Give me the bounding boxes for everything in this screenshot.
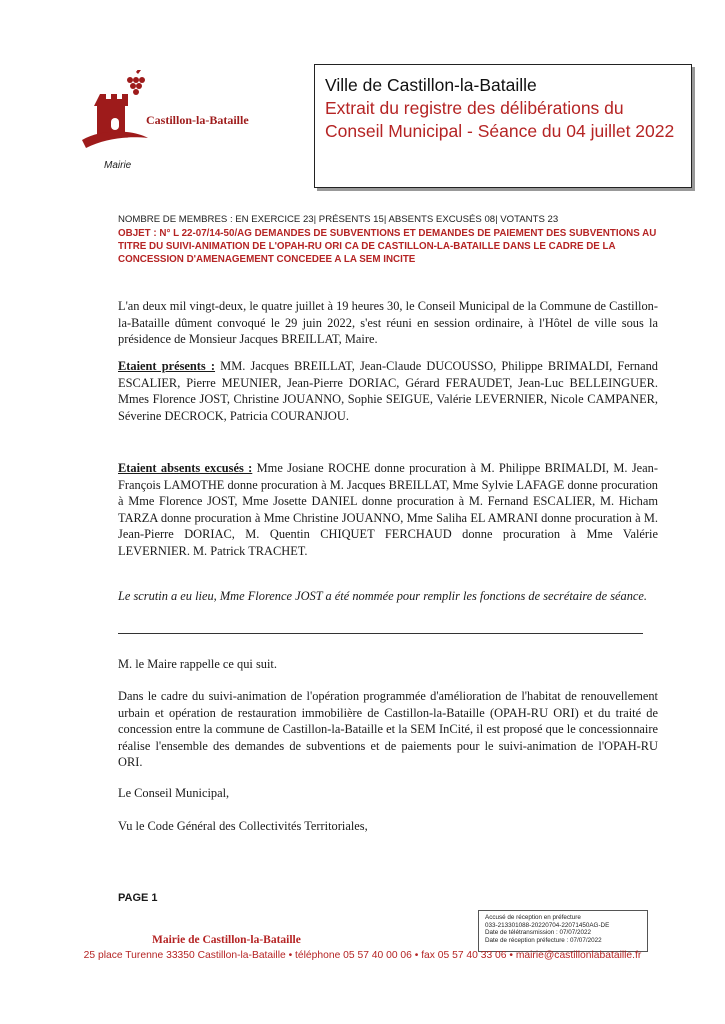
absent-label: Etaient absents excusés : <box>118 461 253 475</box>
present-label: Etaient présents : <box>118 359 216 373</box>
absent-paragraph <box>118 460 658 559</box>
logo-subtitle: Mairie <box>104 160 132 171</box>
maire-paragraph: M. le Maire rappelle ce qui suit. <box>118 657 277 671</box>
stamp-line: 033-213301088-20220704-22071450AG-DE <box>485 921 610 929</box>
header-extract-title: Extrait du registre des délibérations du Conseil Municipal - Séance du 04 juillet 2022 <box>325 98 675 141</box>
member-counts: NOMBRE DE MEMBRES : EN EXERCICE 23| PRÉSENTS 15| ABSENTS EXCUSÉS 08| VOTANTS 23 <box>118 214 559 225</box>
castle-grape-logo-icon <box>78 70 148 160</box>
stamp-line: Date de télétransmission : 07/07/2022 <box>485 929 592 937</box>
footer-address: 25 place Turenne 33350 Castillon-la-Bataille • téléphone 05 57 40 00 06 • fax 05 57 40 33 06 • mairie@castillonlabataille.fr <box>83 950 642 961</box>
town-logo <box>78 70 298 180</box>
vu-paragraph: Vu le Code Général des Collectivités Territoriales, <box>118 819 368 833</box>
header-town: Ville de Castillon-la-Bataille <box>325 75 537 95</box>
absent-list: Mme Josiane ROCHE donne procuration à M. Philippe BRIMALDI, M. Jean-François LAMOTHE donne procuration à M. Jacques BREILLAT, Mme Sylvie LAFAGE donne procuration à Mme Florence JOST, Mme Josette DANIEL donne procuration à M. Fernand ESCALIER, M. Hicham TARZA donne procuration à Mme Christine JOUANNO, Mme Saliha EL AMRANI donne procuration à M. Jean-Pierre DORIAC, M. Quentin CHIQUET FERCHAUD donne procuration à Mme Valérie LEVERNIER. M. Patrick TRACHET. <box>118 461 658 558</box>
present-list: MM. Jacques BREILLAT, Jean-Claude DUCOUSSO, Philippe BRIMALDI, Fernand ESCALIER, Pierre MEUNIER, Jean-Pierre DORIAC, Gérard FERAUDET, Jean-Luc BELLEINGUER. Mmes Florence JOST, Christine JOUANNO, Sophie SEIGUE, Valérie LEVERNIER, Nicole CAMPANER, Séverine DECROCK, Patricia COURANJOU. <box>118 359 658 423</box>
header-box <box>314 64 692 188</box>
stamp-line: Date de réception préfecture : 07/07/2022 <box>485 936 602 944</box>
prefecture-receipt-stamp <box>478 910 648 952</box>
conseil-paragraph: Le Conseil Municipal, <box>118 786 230 800</box>
page-number: PAGE 1 <box>118 892 158 904</box>
separator-line <box>118 633 643 634</box>
scrutin-paragraph: Le scrutin a eu lieu, Mme Florence JOST a été nommée pour remplir les fonctions de secrétaire de séance. <box>118 589 647 603</box>
intro-paragraph: L'an deux mil vingt-deux, le quatre juillet à 19 heures 30, le Conseil Municipal de la Commune de Castillon-la-Bataille dûment convoqué le 29 juin 2022, s'est réuni en session ordinaire, à l'Hôtel de ville sous la présidence de Monsieur Jacques BREILLAT, Maire. <box>118 299 658 346</box>
deliberation-subject: OBJET : N° L 22-07/14-50/AG DEMANDES DE SUBVENTIONS ET DEMANDES DE PAIEMENT DES SUBVENTIONS AU TITRE DU SUIVI-ANIMATION DE L'OPAH-RU ORI CA DE CASTILLON-LA-BATAILLE DANS LE CADRE DE LA CONCESSION D'AMENAGEMENT CONCEDEE A LA SEM INCITE <box>118 228 657 265</box>
stamp-line: Accusé de réception en préfecture <box>485 914 581 921</box>
present-paragraph <box>118 358 658 424</box>
footer-mairie-name: Mairie de Castillon-la-Bataille <box>152 934 301 946</box>
context-paragraph: Dans le cadre du suivi-animation de l'opération programmée d'amélioration de l'habitat de renouvellement urbain et opération de restauration immobilière de Castillon-la-Bataille (OPAH-RU ORI) et du traité de concession entre la commune de Castillon-la-Bataille et la SEM InCité, il est proposé que le concessionnaire réalise l'ensemble des demandes de subventions et de paiements pour le suivi-animation de l'OPAH-RU ORI. <box>118 689 658 769</box>
logo-town-name: Castillon-la-Bataille <box>146 113 249 127</box>
